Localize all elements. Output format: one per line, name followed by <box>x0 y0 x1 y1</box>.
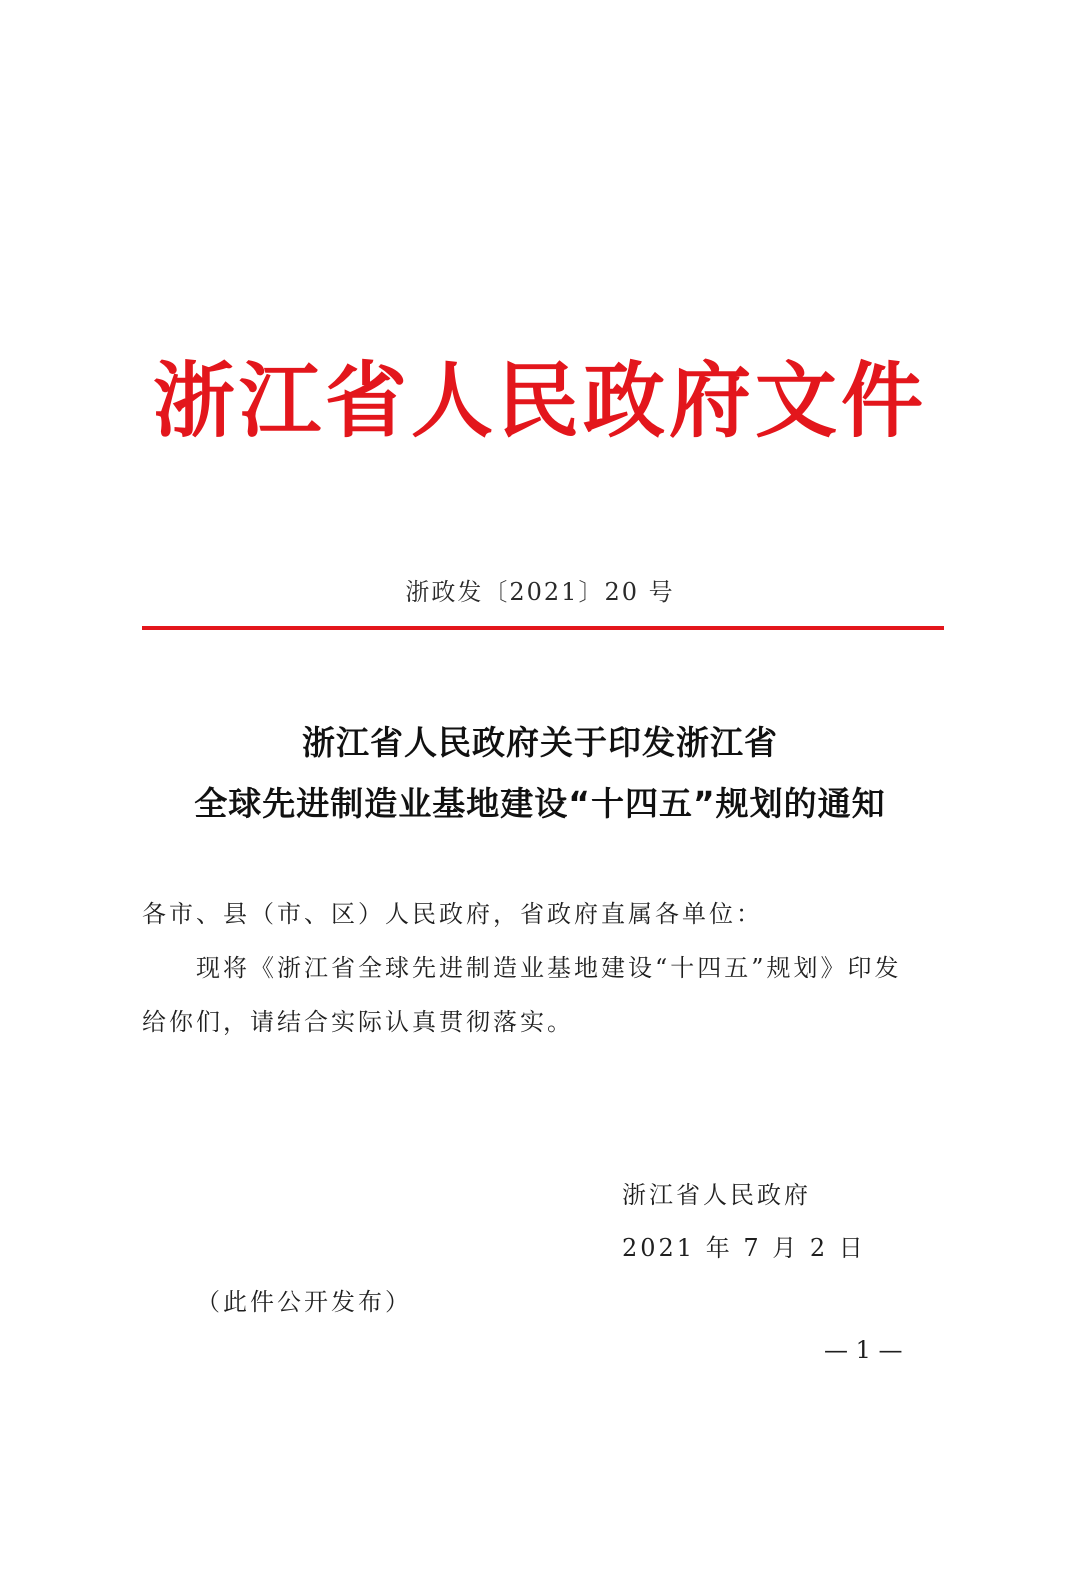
document-title-line-1: 浙江省人民政府关于印发浙江省 <box>302 723 778 762</box>
issuing-authority: 浙江省人民政府 <box>622 1181 811 1209</box>
red-separator-line <box>142 626 944 630</box>
salutation: 各市、县（市、区）人民政府，省政府直属各单位： <box>142 900 763 928</box>
body-paragraph-line-2: 给你们，请结合实际认真贯彻落实。 <box>142 1008 574 1036</box>
document-title-line-2: 全球先进制造业基地建设“十四五”规划的通知 <box>194 784 886 823</box>
document-masthead: 浙江省人民政府文件 <box>152 354 927 449</box>
body-paragraph-line-1: 现将《浙江省全球先进制造业基地建设“十四五”规划》印发 <box>196 954 902 982</box>
release-note: （此件公开发布） <box>196 1288 412 1316</box>
document-number: 浙政发〔2021〕20 号 <box>405 578 675 606</box>
issue-date: 2021 年 7 月 2 日 <box>622 1234 866 1262</box>
page-number: — 1 — <box>824 1336 903 1364</box>
